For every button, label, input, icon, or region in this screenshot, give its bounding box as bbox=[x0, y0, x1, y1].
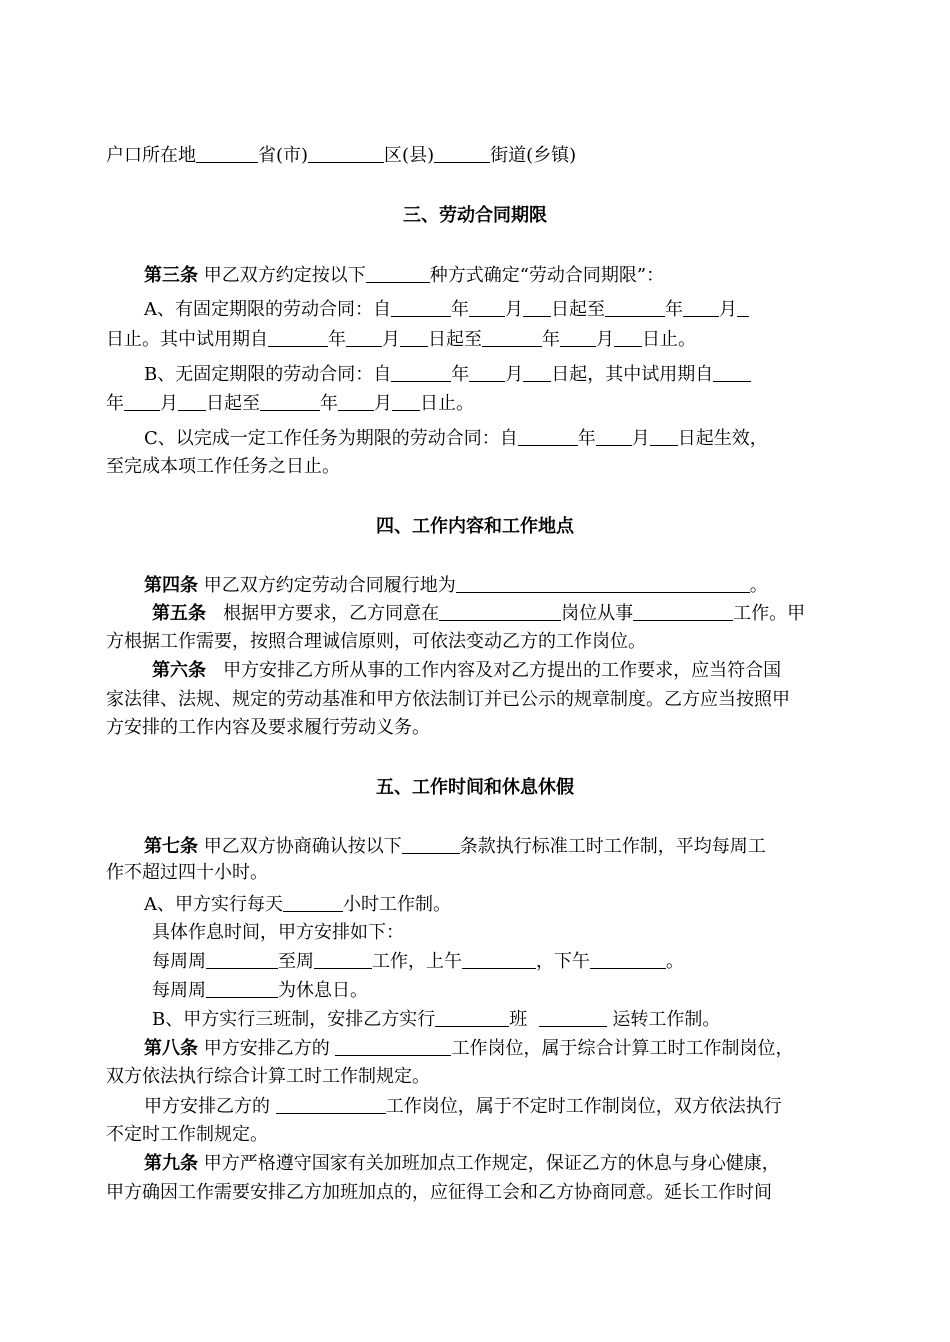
article-8-para-2-line-2: 不定时工作制规定。 bbox=[106, 1124, 268, 1145]
month-label: 月 bbox=[382, 329, 400, 350]
article-text: 至周 bbox=[278, 951, 314, 972]
article-text: ，下午 bbox=[536, 951, 590, 972]
article-9-line-1 bbox=[144, 1153, 780, 1175]
article-text: 甲方安排乙方所从事的工作内容及对乙方提出的工作要求，应当符合国 bbox=[223, 660, 782, 681]
article-text: 每周周 bbox=[152, 951, 206, 972]
article-6-line-3: 方安排的工作内容及要求履行劳动义务。 bbox=[106, 717, 430, 738]
year-blank[interactable] bbox=[268, 328, 328, 347]
article-6-line-2: 家法律、法规、规定的劳动基准和甲方依法制订并已公示的规章制度。乙方应当按照甲 bbox=[106, 689, 790, 710]
work-type-blank[interactable] bbox=[633, 602, 733, 621]
article-text: 甲乙双方约定按以下 bbox=[203, 265, 366, 286]
month-label: 月 bbox=[719, 299, 737, 320]
option-text: B、无固定期限的劳动合同：自 bbox=[144, 364, 392, 385]
article-text: 运转工作制。 bbox=[612, 1009, 721, 1030]
province-blank[interactable] bbox=[196, 144, 258, 163]
province-label: 省(市) bbox=[258, 145, 309, 166]
day-label: 日起生效， bbox=[677, 428, 768, 449]
month-blank[interactable] bbox=[560, 328, 596, 347]
article-label: 第七条 bbox=[144, 836, 198, 857]
rotation-blank[interactable] bbox=[539, 1008, 607, 1027]
article-text: 。 bbox=[749, 575, 768, 596]
article-text: B、甲方实行三班制，安排乙方实行 bbox=[152, 1009, 436, 1030]
article-label: 第四条 bbox=[144, 575, 198, 596]
month-blank[interactable] bbox=[683, 298, 719, 317]
option-b-line-1 bbox=[144, 363, 751, 386]
month-label: 月 bbox=[374, 393, 392, 414]
article-text: 甲方严格遵守国家有关加班加点工作规定，保证乙方的休息与身心健康， bbox=[203, 1153, 780, 1174]
district-label: 区(县) bbox=[384, 145, 435, 166]
day-blank[interactable] bbox=[392, 392, 420, 411]
article-7-line-2: 作不超过四十小时。 bbox=[106, 862, 268, 883]
option-text: C、以完成一定工作任务为期限的劳动合同：自 bbox=[144, 428, 518, 449]
start-day-blank[interactable] bbox=[206, 950, 278, 969]
day-label: 日起至 bbox=[206, 393, 260, 414]
month-label: 月 bbox=[505, 364, 524, 385]
afternoon-hours-blank[interactable] bbox=[590, 950, 666, 969]
article-text: 岗位从事 bbox=[561, 603, 634, 624]
option-text: 日止。 bbox=[420, 393, 474, 414]
year-label: 年 bbox=[577, 428, 596, 449]
position-blank[interactable] bbox=[439, 602, 561, 621]
weekly-schedule-line bbox=[152, 950, 684, 973]
article-8-line-1 bbox=[144, 1037, 793, 1060]
day-blank[interactable] bbox=[737, 298, 749, 317]
year-label: 年 bbox=[451, 364, 470, 385]
day-blank[interactable] bbox=[523, 298, 551, 317]
article-text: A、甲方实行每天 bbox=[144, 894, 283, 915]
article-text: 小时工作制。 bbox=[343, 894, 451, 915]
end-day-blank[interactable] bbox=[314, 950, 372, 969]
shift-blank[interactable] bbox=[435, 1008, 509, 1027]
year-blank[interactable] bbox=[482, 328, 542, 347]
option-a-line-2 bbox=[106, 328, 696, 351]
daily-hours-blank[interactable] bbox=[283, 893, 343, 912]
year-label: 年 bbox=[665, 299, 683, 320]
article-text: 甲乙双方协商确认按以下 bbox=[203, 836, 402, 857]
option-a-line-1 bbox=[144, 298, 749, 321]
position-blank[interactable] bbox=[276, 1095, 386, 1114]
article-text: 班 bbox=[509, 1009, 528, 1030]
year-blank[interactable] bbox=[518, 427, 578, 446]
district-blank[interactable] bbox=[308, 144, 384, 163]
contract-type-blank[interactable] bbox=[366, 264, 430, 283]
article-label: 第九条 bbox=[144, 1153, 198, 1174]
option-b-line-2 bbox=[106, 392, 474, 415]
article-text: 甲乙双方约定劳动合同履行地为 bbox=[203, 575, 456, 596]
year-blank[interactable] bbox=[391, 298, 451, 317]
work-hours-line bbox=[144, 893, 451, 916]
article-text: 为休息日。 bbox=[278, 980, 368, 1001]
article-text: 条款执行标准工时工作制，平均每周工 bbox=[459, 836, 766, 857]
article-label: 第五条 bbox=[152, 603, 206, 624]
article-4 bbox=[144, 574, 768, 597]
month-blank[interactable] bbox=[346, 328, 382, 347]
month-blank[interactable] bbox=[469, 363, 505, 382]
month-label: 月 bbox=[505, 299, 523, 320]
article-6-line-1 bbox=[152, 660, 781, 682]
clause-blank[interactable] bbox=[402, 835, 460, 854]
day-label: 日起，其中试用期自 bbox=[551, 364, 714, 385]
article-text: 甲方安排乙方的 bbox=[144, 1096, 270, 1117]
section-heading-5: 五、工作时间和休息休假 bbox=[376, 777, 574, 798]
year-label: 年 bbox=[451, 299, 469, 320]
article-5-line-1 bbox=[152, 602, 805, 625]
option-text: 日止。 bbox=[642, 329, 696, 350]
month-label: 月 bbox=[160, 393, 178, 414]
year-blank[interactable] bbox=[260, 392, 320, 411]
year-blank[interactable] bbox=[713, 363, 751, 382]
day-blank[interactable] bbox=[614, 328, 642, 347]
article-9-line-2: 甲方确因工作需要安排乙方加班加点的，应征得工会和乙方协商同意。延长工作时间 bbox=[106, 1182, 772, 1203]
year-blank[interactable] bbox=[391, 363, 451, 382]
month-label: 月 bbox=[596, 329, 614, 350]
article-text: 每周周 bbox=[152, 980, 206, 1001]
section-heading-4: 四、工作内容和工作地点 bbox=[376, 516, 574, 537]
day-blank[interactable] bbox=[178, 392, 206, 411]
month-blank[interactable] bbox=[469, 298, 505, 317]
article-text: 工作岗位，属于不定时工作制岗位，双方依法执行 bbox=[385, 1096, 782, 1117]
article-text: 。 bbox=[666, 951, 684, 972]
article-8-line-2: 双方依法执行综合计算工时工作制规定。 bbox=[106, 1066, 430, 1087]
year-label: 年 bbox=[542, 329, 560, 350]
month-blank[interactable] bbox=[124, 392, 160, 411]
article-text: 甲方安排乙方的 bbox=[203, 1038, 330, 1059]
month-blank[interactable] bbox=[596, 427, 632, 446]
article-text: 工作。甲 bbox=[733, 603, 806, 624]
article-5-line-2: 方根据工作需要，按照合理诚信原则，可依法变动乙方的工作岗位。 bbox=[106, 631, 646, 652]
day-label: 日起至 bbox=[551, 299, 605, 320]
article-3 bbox=[144, 264, 664, 287]
position-blank[interactable] bbox=[335, 1037, 451, 1056]
rest-day-line bbox=[152, 979, 368, 1002]
year-blank[interactable] bbox=[605, 298, 665, 317]
article-text: 种方式确定“劳动合同期限”： bbox=[429, 265, 665, 286]
rest-day-blank[interactable] bbox=[206, 979, 278, 998]
article-label: 第八条 bbox=[144, 1038, 198, 1059]
month-label: 月 bbox=[631, 428, 650, 449]
option-text: A、有固定期限的劳动合同：自 bbox=[144, 299, 391, 320]
article-8-para-2-line-1 bbox=[144, 1095, 782, 1118]
morning-hours-blank[interactable] bbox=[462, 950, 536, 969]
street-blank[interactable] bbox=[434, 144, 490, 163]
day-blank[interactable] bbox=[523, 363, 551, 382]
option-c-line-2: 至完成本项工作任务之日止。 bbox=[106, 456, 340, 477]
year-label: 年 bbox=[106, 393, 124, 414]
hukou-line bbox=[106, 144, 576, 167]
option-c-line-1 bbox=[144, 427, 768, 450]
month-blank[interactable] bbox=[338, 392, 374, 411]
section-heading-3: 三、劳动合同期限 bbox=[403, 205, 547, 226]
article-label: 第三条 bbox=[144, 265, 198, 286]
street-label: 街道(乡镇) bbox=[490, 145, 577, 166]
article-text: 工作岗位，属于综合计算工时工作制岗位， bbox=[451, 1038, 794, 1059]
year-label: 年 bbox=[320, 393, 338, 414]
schedule-intro: 具体作息时间，甲方安排如下： bbox=[152, 922, 404, 943]
day-blank[interactable] bbox=[400, 328, 428, 347]
year-label: 年 bbox=[328, 329, 346, 350]
article-text: 根据甲方要求，乙方同意在 bbox=[223, 603, 440, 624]
article-label: 第六条 bbox=[152, 660, 206, 681]
article-text: 工作，上午 bbox=[372, 951, 462, 972]
day-blank[interactable] bbox=[650, 427, 678, 446]
article-7-line-1 bbox=[144, 835, 766, 858]
hukou-label: 户口所在地 bbox=[106, 145, 196, 166]
shift-line bbox=[152, 1008, 720, 1031]
day-label: 日起至 bbox=[428, 329, 482, 350]
work-location-blank[interactable] bbox=[456, 574, 750, 593]
option-text: 日止。其中试用期自 bbox=[106, 329, 268, 350]
